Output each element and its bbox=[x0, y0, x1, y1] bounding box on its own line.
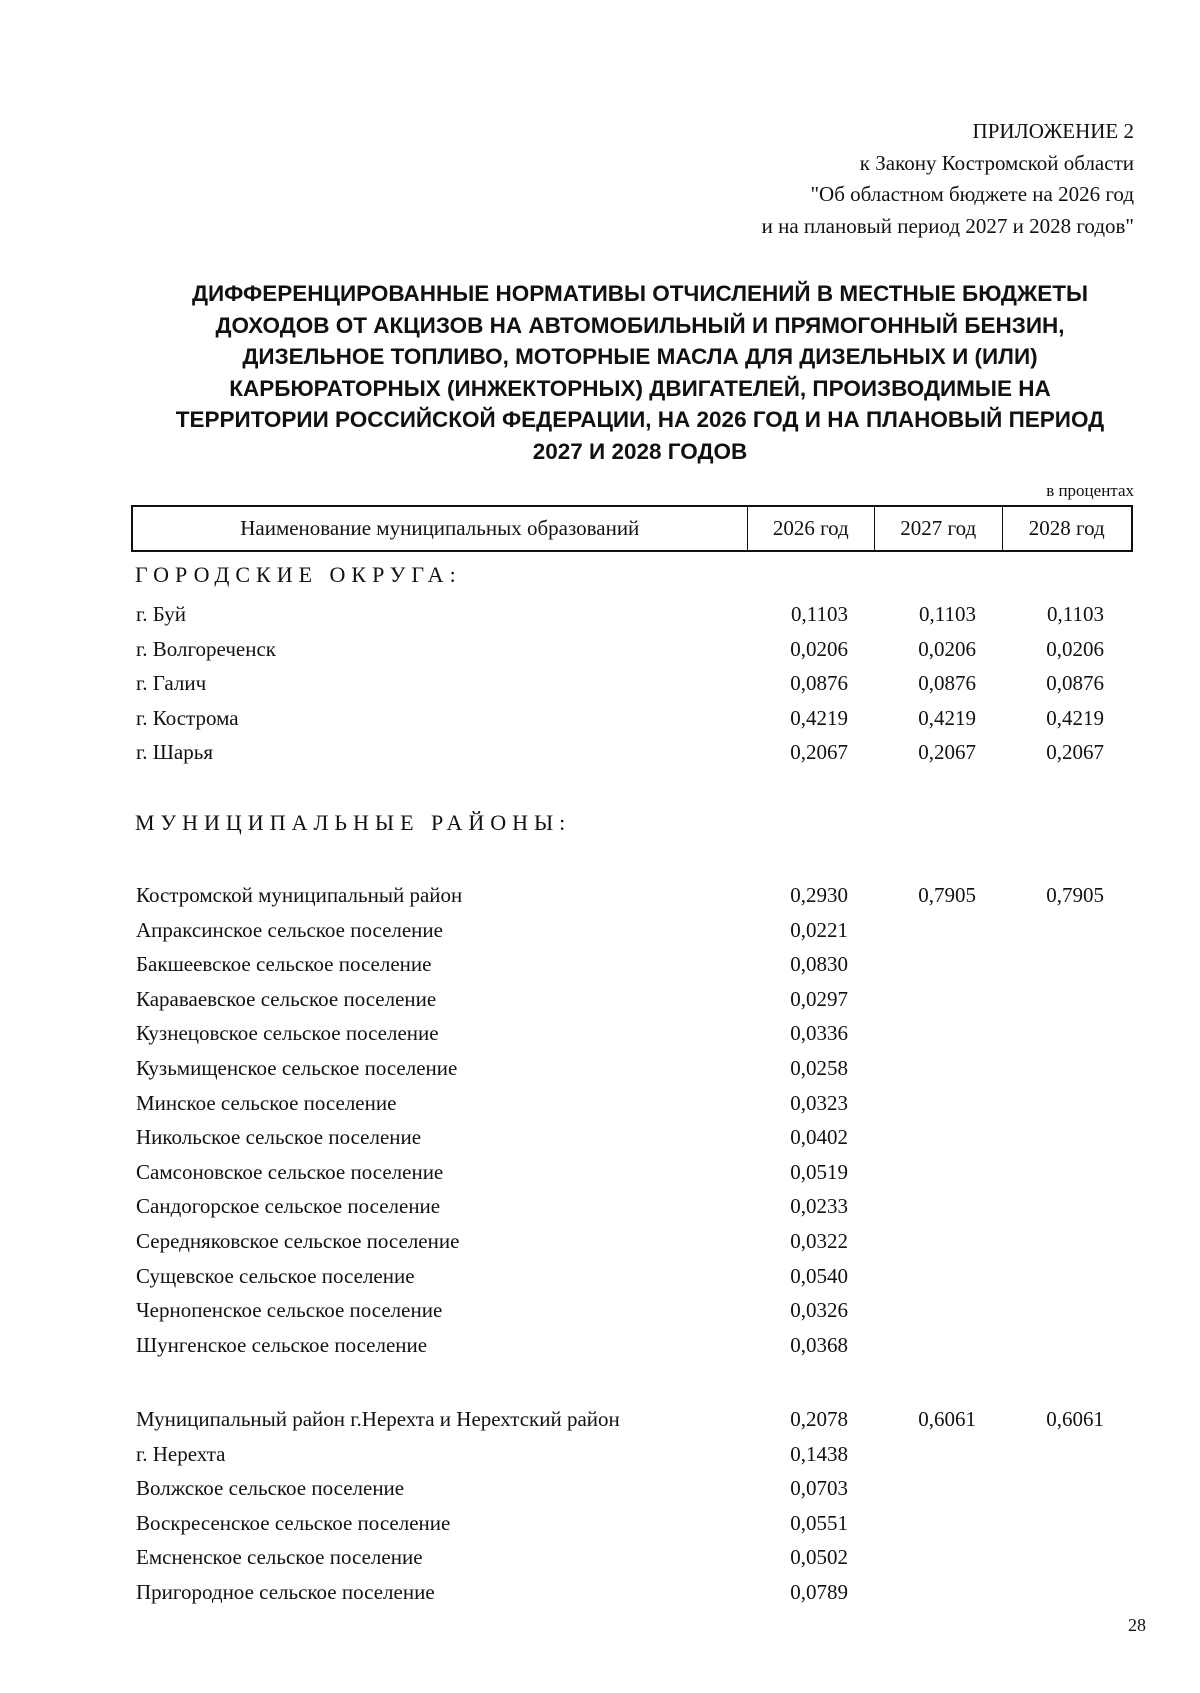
value-2027: 0,6061 bbox=[918, 1407, 976, 1431]
value-2026: 0,0336 bbox=[790, 1021, 848, 1046]
value-2026: 0,0206 bbox=[790, 636, 848, 661]
municipality-name: Сущевское сельское поселение bbox=[136, 1263, 415, 1288]
table-row bbox=[0, 1120, 1200, 1154]
municipality-name: Емсненское сельское поселение bbox=[136, 1545, 423, 1570]
appendix-reference bbox=[534, 116, 1134, 242]
value-2026: 0,0876 bbox=[790, 671, 848, 696]
table-row bbox=[0, 1402, 1200, 1436]
table-row bbox=[0, 1506, 1200, 1540]
municipality-name: Шунгенское сельское поселение bbox=[136, 1332, 428, 1357]
value-2028: 0,6061 bbox=[1046, 1407, 1104, 1431]
document-title bbox=[120, 278, 1160, 467]
value-2026: 0,2078 bbox=[790, 1407, 848, 1431]
value-2027: 0,4219 bbox=[918, 705, 976, 730]
appendix-law-title: "Об областном бюджете на 2026 год bbox=[810, 182, 1134, 206]
table-row bbox=[0, 597, 1200, 631]
municipality-name: г. Кострома bbox=[136, 705, 239, 730]
municipality-name: Воскресенское сельское поселение bbox=[136, 1510, 451, 1535]
value-2026: 0,1438 bbox=[790, 1441, 848, 1466]
municipality-name: Кузнецовское сельское поселение bbox=[136, 1021, 439, 1046]
table-row bbox=[0, 1540, 1200, 1574]
municipality-name: Кузьмищенское сельское поселение bbox=[136, 1056, 458, 1080]
table-row bbox=[0, 1155, 1200, 1189]
value-2026: 0,4219 bbox=[790, 705, 848, 730]
table-row bbox=[0, 701, 1200, 735]
section-municipal-districts: МУНИЦИПАЛЬНЫЕ РАЙОНЫ: bbox=[135, 810, 572, 835]
value-2026: 0,0519 bbox=[790, 1159, 848, 1184]
table-header bbox=[131, 505, 1133, 552]
title-line: ДИФФЕРЕНЦИРОВАННЫЕ НОРМАТИВЫ ОТЧИСЛЕНИЙ В МЕСТНЫЕ БЮДЖЕТЫ bbox=[191, 281, 1089, 306]
value-2026: 0,0789 bbox=[790, 1580, 848, 1604]
table-row bbox=[0, 666, 1200, 700]
municipality-name: Пригородное сельское поселение bbox=[136, 1580, 435, 1604]
value-2026: 0,0297 bbox=[790, 986, 848, 1011]
value-2028: 0,2067 bbox=[1046, 740, 1104, 765]
page-number: 28 bbox=[1128, 1615, 1146, 1635]
municipality-name: Апраксинское сельское поселение bbox=[136, 917, 443, 942]
value-2027: 0,2067 bbox=[918, 740, 976, 765]
table-row bbox=[0, 632, 1200, 666]
appendix-label: ПРИЛОЖЕНИЕ 2 bbox=[972, 119, 1134, 143]
table-row bbox=[0, 1575, 1200, 1609]
table-row bbox=[0, 1016, 1200, 1050]
table-row bbox=[0, 1328, 1200, 1362]
value-2026: 0,1103 bbox=[791, 602, 848, 626]
table-row bbox=[0, 913, 1200, 947]
municipality-name: Минское сельское поселение bbox=[136, 1090, 397, 1115]
column-header-2028: 2028 год bbox=[1002, 507, 1131, 550]
value-2026: 0,2067 bbox=[790, 740, 848, 765]
value-2026: 0,0368 bbox=[790, 1332, 848, 1357]
value-2026: 0,0703 bbox=[790, 1476, 848, 1501]
municipality-name: г. Галич bbox=[136, 671, 207, 696]
value-2026: 0,0551 bbox=[790, 1510, 848, 1535]
value-2026: 0,0830 bbox=[790, 952, 848, 977]
value-2027: 0,0876 bbox=[918, 671, 976, 696]
table-row bbox=[0, 1437, 1200, 1471]
municipality-name: Волжское сельское поселение bbox=[136, 1476, 405, 1501]
value-2026: 0,2930 bbox=[790, 883, 848, 907]
value-2026: 0,0322 bbox=[790, 1229, 848, 1253]
municipality-name: г. Буй bbox=[136, 602, 187, 626]
table-row bbox=[0, 735, 1200, 769]
table-row bbox=[0, 1189, 1200, 1223]
municipality-name: Самсоновское сельское поселение bbox=[136, 1159, 444, 1184]
table-row bbox=[0, 878, 1200, 912]
value-2026: 0,0258 bbox=[790, 1056, 848, 1080]
municipality-name: г. Нерехта bbox=[136, 1441, 226, 1466]
value-2028: 0,1103 bbox=[1047, 602, 1104, 626]
value-2027: 0,0206 bbox=[918, 636, 976, 661]
municipality-name: Сандогорское сельское поселение bbox=[136, 1194, 441, 1219]
municipality-name: г. Шарья bbox=[136, 740, 213, 765]
municipality-name: Никольское сельское поселение bbox=[136, 1125, 422, 1150]
value-2028: 0,0206 bbox=[1046, 636, 1104, 661]
table-row bbox=[0, 1259, 1200, 1293]
municipality-name: Чернопенское сельское поселение bbox=[136, 1298, 443, 1323]
municipality-name: Бакшеевское сельское поселение bbox=[136, 952, 432, 977]
value-2028: 0,7905 bbox=[1046, 883, 1104, 907]
column-header-2027: 2027 год bbox=[874, 507, 1001, 550]
value-2026: 0,0221 bbox=[790, 917, 848, 942]
title-line: ДИЗЕЛЬНОЕ ТОПЛИВО, МОТОРНЫЕ МАСЛА ДЛЯ ДИЗЕЛЬНЫХ И (ИЛИ) bbox=[242, 344, 1038, 369]
value-2026: 0,0502 bbox=[790, 1545, 848, 1570]
value-2028: 0,4219 bbox=[1046, 705, 1104, 730]
column-header-name: Наименование муниципальных образований bbox=[240, 516, 640, 540]
title-line: 2027 И 2028 ГОДОВ bbox=[532, 438, 748, 464]
municipality-name: Муниципальный район г.Нерехта и Нерехтский район bbox=[136, 1407, 620, 1431]
municipality-name: Середняковское сельское поселение bbox=[136, 1229, 460, 1253]
table-row bbox=[0, 1051, 1200, 1085]
title-line: КАРБЮРАТОРНЫХ (ИНЖЕКТОРНЫХ) ДВИГАТЕЛЕЙ, ПРОИЗВОДИМЫЕ НА bbox=[229, 375, 1051, 401]
table-row bbox=[0, 947, 1200, 981]
municipality-name: г. Волгореченск bbox=[136, 636, 276, 661]
value-2027: 0,1103 bbox=[919, 602, 976, 626]
appendix-law: к Закону Костромской области bbox=[859, 150, 1134, 175]
value-2027: 0,7905 bbox=[918, 883, 976, 907]
table-row bbox=[0, 982, 1200, 1016]
table-row bbox=[0, 1293, 1200, 1327]
title-line: ДОХОДОВ ОТ АКЦИЗОВ НА АВТОМОБИЛЬНЫЙ И ПРЯМОГОННЫЙ БЕНЗИН, bbox=[215, 312, 1065, 338]
value-2026: 0,0323 bbox=[790, 1090, 848, 1115]
municipality-name: Караваевское сельское поселение bbox=[136, 986, 437, 1011]
value-2026: 0,0540 bbox=[790, 1263, 848, 1288]
value-2026: 0,0233 bbox=[790, 1194, 848, 1219]
table-row bbox=[0, 1086, 1200, 1120]
column-header-2026: 2026 год bbox=[747, 507, 874, 550]
value-2026: 0,0326 bbox=[790, 1298, 848, 1323]
table-row bbox=[0, 1224, 1200, 1258]
appendix-law-period: и на плановый период 2027 и 2028 годов" bbox=[761, 213, 1134, 238]
value-2026: 0,0402 bbox=[790, 1125, 848, 1150]
units-label: в процентах bbox=[1046, 481, 1134, 500]
section-urban-districts: ГОРОДСКИЕ ОКРУГА: bbox=[135, 562, 462, 587]
table-row bbox=[0, 1471, 1200, 1505]
municipality-name: Костромской муниципальный район bbox=[136, 883, 463, 907]
title-line: ТЕРРИТОРИИ РОССИЙСКОЙ ФЕДЕРАЦИИ, НА 2026 ГОД И НА ПЛАНОВЫЙ ПЕРИОД bbox=[175, 407, 1105, 432]
value-2028: 0,0876 bbox=[1046, 671, 1104, 696]
